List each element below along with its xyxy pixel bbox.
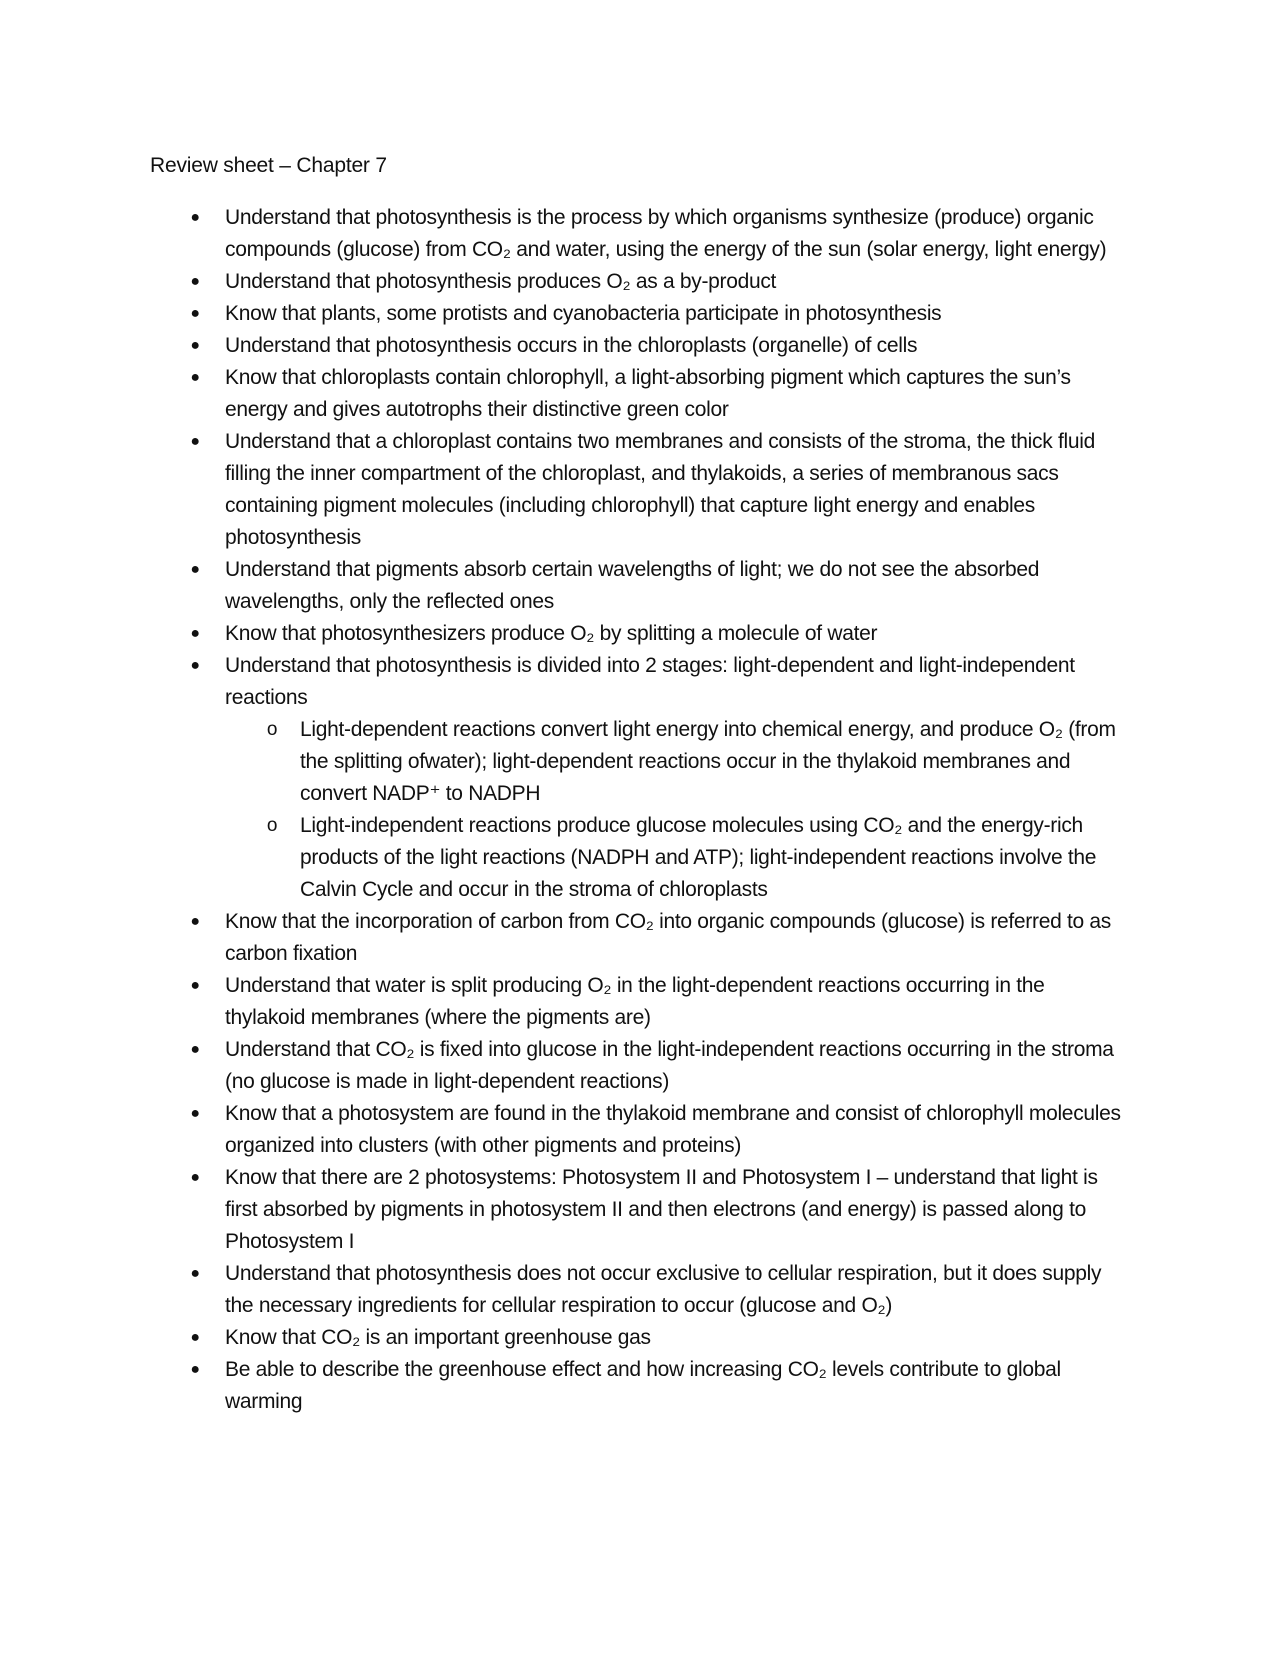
list-item [190,1354,1130,1418]
list-item [190,970,1130,1034]
list-item-text: Understand that a chloroplast contains two membranes and consists of the stroma, the thick fluid filling the inner compartment of the chloroplast, and thylakoids, a series of membranous sacs containing pigment molecules (including chlorophyll) that capture light energy and enables photosynthesis [225,430,1095,549]
list-item [190,554,1130,618]
circle-bullet-icon: o [266,815,278,836]
list-item [190,298,1130,330]
list-item-text: Understand that CO₂ is fixed into glucose in the light-independent reactions occurring in the stroma (no glucose is made in light-dependent reactions) [225,1038,1114,1093]
list-item [190,330,1130,362]
list-item-text: Know that there are 2 photosystems: Photosystem II and Photosystem I – understand that light is first absorbed by pigments in photosystem II and then electrons (and energy) is passed along to Photosystem I [225,1166,1098,1253]
bullet-icon: ● [190,1265,200,1282]
sub-list-item [266,810,1130,906]
sub-list [225,714,1130,906]
bullet-icon: ● [190,1361,200,1378]
bullet-icon: ● [190,913,200,930]
list-item [190,650,1130,906]
list-item [190,362,1130,426]
list-item-text: Know that photosynthesizers produce O₂ by splitting a molecule of water [225,622,878,645]
list-item-text: Know that a photosystem are found in the thylakoid membrane and consist of chlorophyll molecules organized into clusters (with other pigments and proteins) [225,1102,1121,1157]
list-item [190,266,1130,298]
list-item-text: Understand that photosynthesis is the process by which organisms synthesize (produce) organic compounds (glucose) from CO₂ and water, using the energy of the sun (solar energy, light energy) [225,206,1107,261]
bullet-icon: ● [190,1105,200,1122]
list-item-text: Understand that pigments absorb certain wavelengths of light; we do not see the absorbed wavelengths, only the reflected ones [225,558,1040,613]
list-item [190,906,1130,970]
list-item [190,1258,1130,1322]
list-item-text: Know that the incorporation of carbon from CO₂ into organic compounds (glucose) is referred to as carbon fixation [225,910,1112,965]
list-item [190,1162,1130,1258]
bullet-icon: ● [190,209,200,226]
list-item-text: Know that chloroplasts contain chlorophyll, a light-absorbing pigment which captures the sun’s energy and gives autotrophs their distinctive green color [225,366,1071,421]
sub-list-item-text: Light-dependent reactions convert light energy into chemical energy, and produce O₂ (from the splitting ofwater); light-dependent reactions occur in the thylakoid membranes and convert NADP⁺ to NADPH [300,718,1116,805]
list-item-text: Understand that photosynthesis is divided into 2 stages: light-dependent and light-independent reactions [225,654,1075,709]
circle-bullet-icon: o [266,719,278,740]
bullet-icon: ● [190,433,200,450]
bullet-icon: ● [190,561,200,578]
list-item [190,426,1130,554]
bullet-icon: ● [190,369,200,386]
list-item-text: Understand that photosynthesis occurs in the chloroplasts (organelle) of cells [225,334,918,357]
bullet-icon: ● [190,657,200,674]
list-item [190,1034,1130,1098]
list-item-text: Know that CO₂ is an important greenhouse gas [225,1326,651,1349]
bullet-icon: ● [190,977,200,994]
bullet-icon: ● [190,1329,200,1346]
sub-list-item [266,714,1130,810]
bullet-icon: ● [190,305,200,322]
list-item-text: Understand that water is split producing O₂ in the light-dependent reactions occurring in the thylakoid membranes (where the pigments are) [225,974,1045,1029]
bullet-icon: ● [190,1169,200,1186]
document-title: Review sheet – Chapter 7 [150,154,387,177]
list-item [190,1098,1130,1162]
list-item [190,1322,1130,1354]
list-item [190,618,1130,650]
list-item [190,202,1130,266]
review-list [190,202,1130,1418]
sub-list-item-text: Light-independent reactions produce glucose molecules using CO₂ and the energy-rich products of the light reactions (NADPH and ATP); light-independent reactions involve the Calvin Cycle and occur in the stroma of chloroplasts [300,814,1097,901]
bullet-icon: ● [190,273,200,290]
bullet-icon: ● [190,625,200,642]
list-item-text: Know that plants, some protists and cyanobacteria participate in photosynthesis [225,302,942,325]
bullet-icon: ● [190,337,200,354]
bullet-icon: ● [190,1041,200,1058]
list-item-text: Be able to describe the greenhouse effect and how increasing CO₂ levels contribute to global warming [225,1358,1061,1413]
list-item-text: Understand that photosynthesis produces O₂ as a by-product [225,270,777,293]
list-item-text: Understand that photosynthesis does not occur exclusive to cellular respiration, but it does supply the necessary ingredients for cellular respiration to occur (glucose and O₂) [225,1262,1102,1317]
